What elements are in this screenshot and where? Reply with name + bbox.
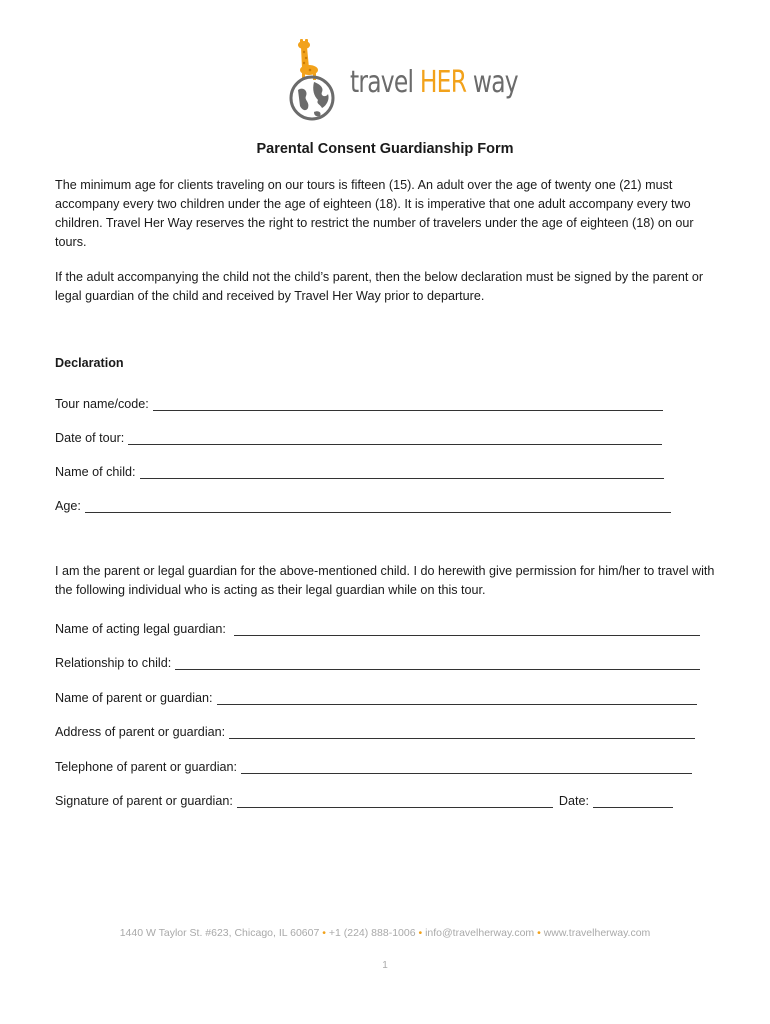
form-title: Parental Consent Guardianship Form	[256, 141, 514, 157]
age-field	[55, 495, 671, 513]
logo-wordmark	[350, 65, 518, 100]
signature-input-line[interactable]	[237, 794, 553, 808]
page-number: 1	[382, 960, 388, 971]
parent-name-label: Name of parent or guardian:	[55, 691, 213, 705]
relationship-label: Relationship to child:	[55, 656, 172, 670]
signature-date-label: Date:	[558, 794, 589, 808]
footer-address: 1440 W Taylor St. #623, Chicago, IL 60607	[119, 927, 320, 939]
footer-separator: •	[537, 927, 541, 939]
footer-email[interactable]: info@travelherway.com	[425, 927, 535, 939]
child-name-label: Name of child:	[55, 465, 136, 479]
parent-name-field	[55, 687, 697, 705]
acting-guardian-label: Name of acting legal guardian:	[55, 622, 226, 636]
telephone-label: Telephone of parent or guardian:	[55, 760, 238, 774]
footer-separator: •	[418, 927, 423, 939]
signature-label: Signature of parent or guardian:	[55, 794, 233, 808]
tour-label: Tour name/code:	[55, 397, 149, 411]
intro-paragraph: The minimum age for clients traveling on our tours is fifteen (15). An adult over the age of twenty one (21) must accompany every two children under the age of eighteen (18). It is imperative that one adult accompany every two children. Travel Her Way reserves the right to restrict the number of travelers under the age of eighteen (18) on our tours.	[55, 178, 694, 249]
tour-input-line[interactable]	[153, 397, 663, 411]
globe-giraffe-icon	[284, 34, 354, 124]
footer-separator: •	[322, 927, 326, 939]
acting-guardian-input-line[interactable]	[234, 622, 700, 636]
logo-word-travel: travel	[350, 65, 414, 100]
age-input-line[interactable]	[85, 499, 671, 513]
age-label: Age:	[55, 499, 81, 513]
child-name-input-line[interactable]	[140, 465, 664, 479]
date-of-tour-label: Date of tour:	[55, 431, 125, 445]
date-of-tour-field	[55, 427, 662, 445]
logo-word-her: HER	[419, 65, 467, 100]
child-name-field	[55, 461, 664, 479]
signature-field	[55, 790, 673, 808]
address-field	[55, 721, 695, 739]
permission-paragraph: I am the parent or legal guardian for the above-mentioned child. I do herewith give permission for him/her to travel with the following individual who is acting as their legal guardian while on this tour.	[55, 564, 715, 597]
signature-date-input-line[interactable]	[593, 794, 673, 808]
telephone-field	[55, 756, 692, 774]
footer-contact	[0, 927, 770, 939]
condition-paragraph: If the adult accompanying the child not the child’s parent, then the below declaration must be signed by the parent or legal guardian of the child and received by Travel Her Way prior to departure.	[55, 270, 704, 303]
declaration-heading: Declaration	[55, 356, 124, 370]
date-of-tour-input-line[interactable]	[128, 431, 662, 445]
relationship-input-line[interactable]	[175, 656, 700, 670]
telephone-input-line[interactable]	[241, 760, 692, 774]
tour-field	[55, 393, 663, 411]
travel-her-way-logo	[284, 34, 518, 124]
footer-website[interactable]: www.travelherway.com	[543, 927, 651, 939]
parent-name-input-line[interactable]	[217, 691, 697, 705]
logo-word-way: way	[472, 65, 518, 100]
address-label: Address of parent or guardian:	[55, 725, 226, 739]
address-input-line[interactable]	[229, 725, 695, 739]
acting-guardian-field	[55, 618, 700, 636]
footer-phone: +1 (224) 888-1006	[328, 927, 416, 939]
relationship-field	[55, 652, 700, 670]
